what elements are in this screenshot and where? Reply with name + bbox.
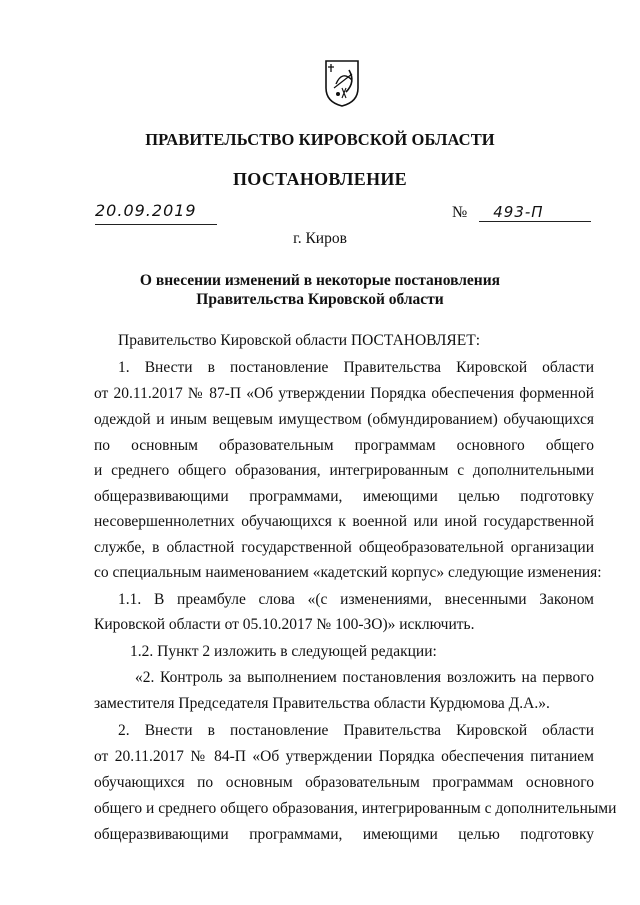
body-line: заместителя Председателя Правительства области Курдюмова Д.А.». xyxy=(94,695,550,712)
document-type-title: ПОСТАНОВЛЕНИЕ xyxy=(233,169,407,189)
body-line: Правительство Кировской области ПОСТАНОВЛЯЕТ: xyxy=(118,332,481,349)
body-line: 1. Внести в постановление Правительства Кировской области xyxy=(118,359,594,376)
body-line: обучающихся по основным образовательным программам основного xyxy=(94,774,594,791)
body-line: 1.2. Пункт 2 изложить в следующей редакции: xyxy=(130,643,437,660)
body-line: от 20.11.2017 № 84-П «Об утверждении Порядка обеспечения питанием xyxy=(94,748,594,765)
body-line: несовершеннолетних обучающихся к военной или иной государственной xyxy=(94,513,594,530)
body-line: 1.1. В преамбуле слова «(с изменениями, внесенными Законом xyxy=(118,591,594,608)
coat-of-arms-emblem xyxy=(322,58,362,108)
body-line: и среднего общего образования, интегрированным с дополнительными xyxy=(94,462,594,479)
body-line: одеждой и иным вещевым имуществом (обмундированием) обучающихся xyxy=(94,411,594,428)
city-label: г. Киров xyxy=(293,230,347,247)
body-line: Кировской области от 05.10.2017 № 100-ЗО)» исключить. xyxy=(94,616,475,633)
body-line: общего и среднего общего образования, интегрированным с дополнительными xyxy=(94,800,617,817)
body-line: «2. Контроль за выполнением постановления возложить на первого xyxy=(135,669,594,686)
subject-line-1: О внесении изменений в некоторые постановления xyxy=(139,272,501,289)
body-line: со специальным наименованием «кадетский корпус» следующие изменения: xyxy=(94,564,602,581)
body-line: общеразвивающими программами, имеющими целью подготовку xyxy=(94,488,594,505)
government-title: ПРАВИТЕЛЬСТВО КИРОВСКОЙ ОБЛАСТИ xyxy=(145,130,495,149)
subject-line-2: Правительства Кировской области xyxy=(196,291,444,308)
body-line: по основным образовательным программам основного общего xyxy=(94,437,594,454)
body-line: 2. Внести в постановление Правительства Кировской области xyxy=(118,722,594,739)
body-line: службе, в областной государственной общеобразовательной организации xyxy=(94,539,594,556)
body-line: общеразвивающими программами, имеющими целью подготовку xyxy=(94,826,594,843)
handwritten-date: 20.09.2019 xyxy=(95,201,217,225)
number-sign: № xyxy=(452,204,468,221)
document-number xyxy=(452,203,591,222)
body-line: от 20.11.2017 № 87-П «Об утверждении Порядка обеспечения форменной xyxy=(94,385,594,402)
handwritten-number: 493-П xyxy=(479,203,591,222)
